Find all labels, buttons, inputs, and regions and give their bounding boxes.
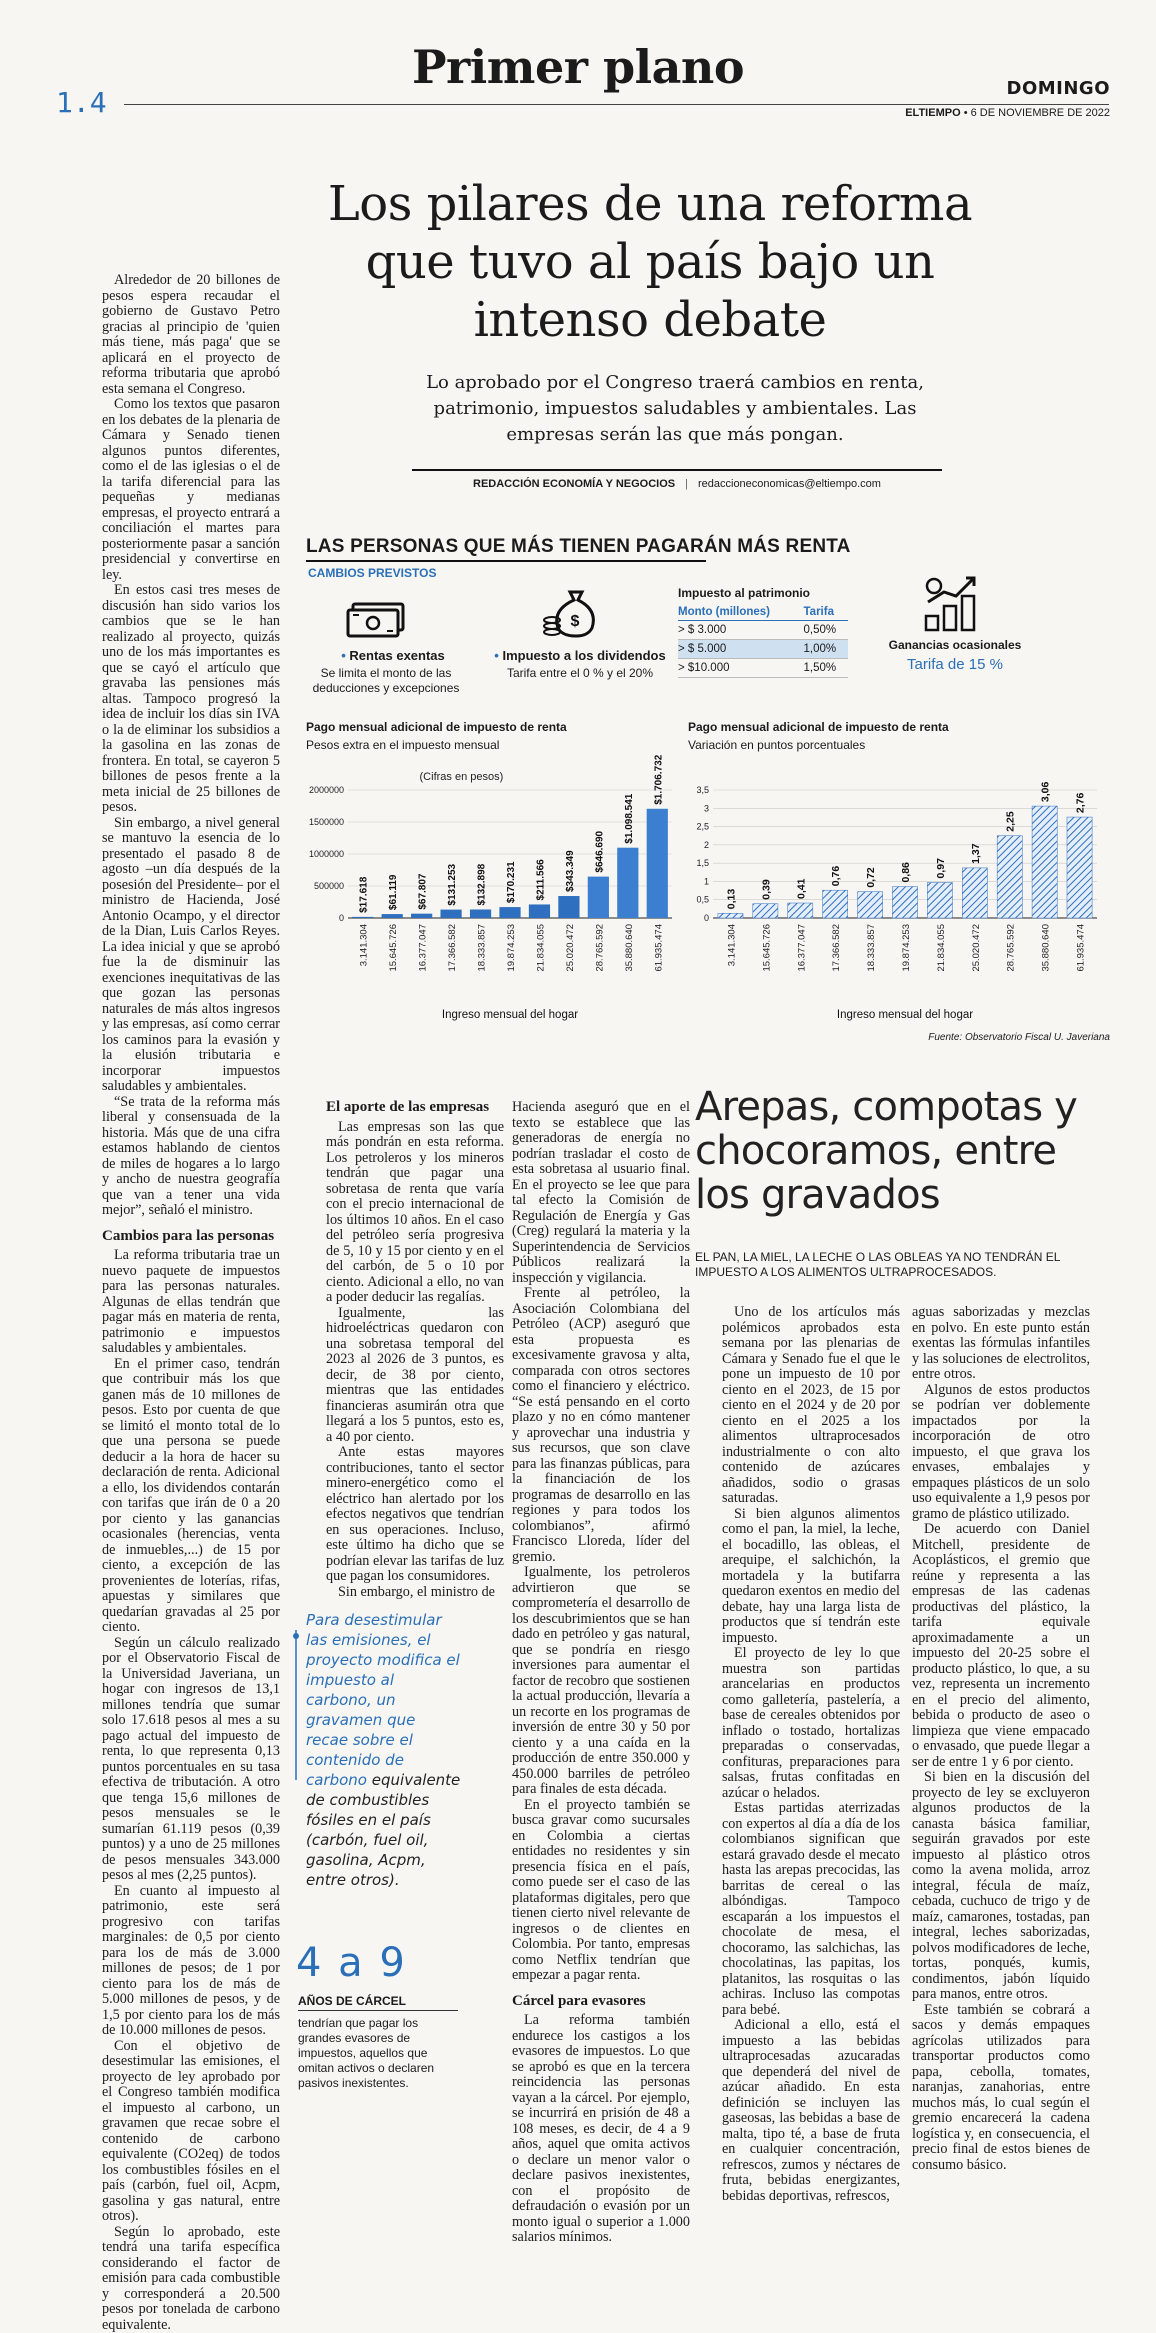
bar <box>382 914 403 918</box>
byline <box>412 478 942 490</box>
table-cell: > $ 5.000 <box>678 640 804 659</box>
data-label: $132.898 <box>477 863 488 905</box>
infographic-title: LAS PERSONAS QUE MÁS TIENEN PAGARÁN MÁS RENTA <box>306 536 851 558</box>
date-text: • 6 DE NOVIEMBRE DE 2022 <box>964 107 1110 119</box>
table-cell: 0,50% <box>804 621 849 640</box>
y-tick-label: 2000000 <box>309 785 344 795</box>
paragraph: Estas partidas aterrizadas con expertos al día a día de los colombianos significan que estará gravado desde el mecato hasta las arepas precocidas, las barritas de cereal o las albóndigas. Tampoco escaparán a los impuestos el chocolate de mesa, el chocoramo, las salchichas, las chocolatinas, las papitas, los platanitos, las rosquitas o las achiras. Incluso las compotas para bebé. <box>722 1801 900 2018</box>
bar <box>788 903 813 918</box>
author: REDACCIÓN ECONOMÍA Y NEGOCIOS <box>473 478 675 490</box>
chart1-title: Pago mensual adicional de impuesto de renta <box>306 720 567 734</box>
byline-rule <box>412 469 942 471</box>
bar <box>927 883 952 918</box>
data-label: $131.253 <box>447 863 458 905</box>
ganancias-rate: Tarifa de 15 % <box>880 656 1030 673</box>
bar <box>997 836 1022 918</box>
bar <box>858 892 883 918</box>
x-tick-label: 15.645.726 <box>388 924 399 972</box>
y-tick-label: 3,5 <box>696 785 709 795</box>
pull-quote-bar <box>293 1630 296 1770</box>
x-tick-label: 21.834.055 <box>535 924 546 972</box>
x-tick-label: 28.765.592 <box>594 924 605 972</box>
x-axis-label: Ingreso mensual del hogar <box>442 1009 578 1021</box>
paragraph: Sin embargo, el ministro de <box>326 1585 504 1601</box>
data-label: 0,76 <box>830 866 842 887</box>
paragraph: En cuanto al impuesto al patrimonio, este será progresivo con tarifas marginales: de 0,5 por ciento para los de más de 3.000 millones de pesos; de 1 por ciento para los de más de 5.000 millones de pesos, y de 1,5 por ciento para los de más de 10.000 millones de pesos. <box>102 1884 280 2039</box>
patrimonio-table <box>678 604 848 678</box>
x-tick-label: 3.141.304 <box>359 924 370 966</box>
x-tick-label: 16.377.047 <box>796 924 807 972</box>
y-tick-label: 1500000 <box>309 817 344 827</box>
paragraph: Si bien en la discusión del proyecto de ley se excluyeron algunos productos de la canasta básica familiar, seguirán gravados por este impuesto al plástico otros como la avena molida, arroz integral, fécula de maíz, cebada, cuchuco de trigo y de maíz, camarones, tostadas, pan integral, leches saborizadas, polvos modificadores de leche, tortas, ponqués, kumis, condimentos, jabón líquido para manos, entre otros. <box>912 1770 1090 2003</box>
table-row <box>678 659 848 678</box>
data-label: 0,39 <box>760 879 772 900</box>
paragraph: Uno de los artículos más polémicos aprobados esta semana por las plenarias de Cámara y Senado fue el que le pone un impuesto de 10 por ciento en el 2023, de 15 por ciento en el 2024 y de 20 por ciento en el 2025 a los alimentos ultraprocesados industrialmente o con alto contenido de azúcares añadidos, sodio o grasas saturadas. <box>722 1305 900 1507</box>
big-number-desc: tendrían que pagar los grandes evasores de impuestos, aquellos que omitan activos o declaren pasivos inexistentes. <box>298 2016 458 2091</box>
y-tick-label: 0,5 <box>696 895 709 905</box>
bar <box>499 907 520 918</box>
big-number-label: AÑOS DE CÁRCEL <box>298 1994 406 2008</box>
paragraph: Igualmente, las hidroeléctricas quedaron con una sobretasa temporal del 2023 al 2026 de 3 puntos, es decir, de 38 por ciento, mientras que las entidades financieras asumirán otra que llegará a los 5 puntos, esto es, a 40 por ciento. <box>326 1306 504 1446</box>
subheading-empresas: El aporte de las empresas <box>326 1100 504 1116</box>
feature-desc: Se limita el monto de las deducciones y excepciones <box>306 666 466 696</box>
x-tick-label: 18.333.857 <box>866 924 877 972</box>
x-tick-label: 17.366.582 <box>831 924 842 972</box>
paragraph: De acuerdo con Daniel Mitchell, presidente de Acoplásticos, el gremio que reúne y representa a las empresas de las cadenas productivas del plástico, la tarifa equivale aproximadamente a un impuesto del 20-25 sobre el producto plástico, lo que, a su vez, representa un incremento en el precio del alimento, bebida o producto de aseo o limpieza que viene empacado o envasado, que puede llegar a ser de entre 1 y 6 por ciento. <box>912 1522 1090 1770</box>
svg-text:$: $ <box>571 613 580 630</box>
data-label: 1,37 <box>970 843 982 864</box>
table-cell: > $10.000 <box>678 659 804 678</box>
y-tick-label: 0 <box>339 913 344 923</box>
pull-quote <box>306 1610 461 1890</box>
data-label: $61.119 <box>388 874 399 910</box>
big-number-rule <box>298 2010 458 2011</box>
bar <box>470 909 491 918</box>
subheading-personas: Cambios para las personas <box>102 1229 280 1245</box>
dateline <box>880 107 1110 119</box>
chart2-subtitle: Variación en puntos porcentuales <box>688 738 865 752</box>
paragraph: Algunos de estos productos se podrían ver doblemente impactados por la incorporación de otro impuesto, el que grava los envases, embalajes y empaques plásticos de un solo uso equivalente a 1,9 pesos por gramo de plástico utilizado. <box>912 1383 1090 1523</box>
table-cell: > $ 3.000 <box>678 621 804 640</box>
x-tick-label: 35.880.640 <box>624 924 635 972</box>
x-tick-label: 16.377.047 <box>418 924 429 972</box>
bar <box>352 917 373 918</box>
x-axis-label: Ingreso mensual del hogar <box>837 1009 973 1021</box>
data-label: 0,13 <box>725 889 737 910</box>
left-column <box>102 273 280 2333</box>
table-header: Monto (millones) <box>678 604 804 621</box>
byline-separator: | <box>685 478 688 490</box>
paragraph: Alrededor de 20 billones de pesos espera recaudar el gobierno de Gustavo Petro gracias al principio de 'quien más tiene, más paga' que se aplicará en el proyecto de reforma tributaria que aprobó esta semana el Congreso. <box>102 273 280 397</box>
bar <box>753 904 778 918</box>
paragraph: En el proyecto también se busca gravar como sucursales en Colombia a ciertas entidades no residentes y sin presencia física en el país, como puede ser el caso de las plataformas digitales, pero que tienen cierto nivel relevante de ingresos o de clientes en Colombia. Por tanto, empresas como Netflix tendrían que empezar a pagar renta. <box>512 1798 690 1984</box>
paragraph: Si bien algunos alimentos como el pan, la miel, la leche, el bocadillo, las obleas, el arequipe, el salchichón, la mortadela y la butifarra quedaron exentos en medio del debate, hay una larga lista de productos que sí tendrán este impuesto. <box>722 1507 900 1647</box>
data-label: 0,86 <box>900 862 912 883</box>
ganancias-label: Ganancias ocasionales <box>880 638 1030 652</box>
pull-quote-highlight: Para desestimular las emisiones, el proyecto modifica el impuesto al carbono, un gravamen que recae sobre el contenido de carbono <box>306 1611 460 1789</box>
page-number: 1.4 <box>56 86 107 119</box>
x-tick-label: 3.141.304 <box>726 924 737 966</box>
y-tick-label: 1000000 <box>309 849 344 859</box>
paragraph: En estos casi tres meses de discusión han sido varios los cambios que se le han realizado al proyecto, quizás uno de los más importantes es que se cayó el artículo que gravaba las pensiones más altas. Tampoco progresó la idea de incluir los días sin IVA o la de eliminar los subsidios a la gasolina en las zonas de frontera. En total, se cayeron 5 billones de pesos frente a la meta inicial de 25 billones de pesos. <box>102 583 280 816</box>
chart-note: (Cifras en pesos) <box>420 771 504 783</box>
paragraph: Frente al petróleo, la Asociación Colombiana del Petróleo (ACP) aseguró que esta propuesta es excesivamente gravosa y alta, comparada con otros sectores como el financiero y eléctrico. “Se está pensando en el corto plazo y no en cómo mantener y aprovechar una industria y sus recursos, que son clave para las finanzas públicas, para la financiación de los programas de desarrollo en las regiones y para todos los colombianos”, afirmó Francisco Lloreda, líder del gremio. <box>512 1286 690 1565</box>
x-tick-label: 35.880.640 <box>1041 924 1052 972</box>
y-tick-label: 1,5 <box>696 858 709 868</box>
bar <box>617 848 638 918</box>
paragraph: La reforma también endurece los castigos a los evasores de impuestos. Lo que se aprobó es que en la tercera reincidencia las personas vayan a la cárcel. Por ejemplo, se incurrirá en prisión de 48 a 108 meses, es decir, de 4 a 9 años, aquel que omita activos o declare un menor valor o declare pasivos inexistentes, con el propósito de defraudación o evasión por un monto igual o superior a 1.000 salarios mínimos. <box>512 2013 690 2246</box>
money-icon <box>345 590 415 640</box>
paragraph: El proyecto de ley lo que muestra son partidas arancelarias en productos como galletería, pastelería, a base de cereales obtenidos por inflado o tostado, hortalizas preparadas o conservadas, confituras, preparaciones para salsas, frutas confitadas en azúcar o helados. <box>722 1646 900 1801</box>
paragraph: Sin embargo, a nivel general se mantuvo la esencia de lo presentado el pasado 8 de agosto –un día después de la posesión del Presidente– por el ministro de Hacienda, José Antonio Ocampo, y el director de la Dian, Luis Carlos Reyes. La idea inicial y que se aprobó fue la de disminuir las exenciones inequitativas de las que gozan las personas naturales de más altos ingresos y las empresas, así como cerrar los caminos para la evasión y la elusión tributaria e incorporar impuestos saludables y ambientales. <box>102 816 280 1095</box>
coins-chart-icon <box>920 570 990 634</box>
y-tick-label: 0 <box>704 913 709 923</box>
paragraph: aguas saborizadas y mezclas en polvo. En este punto están exentas las fórmulas infantiles y las soluciones de electrolitos, entre otros. <box>912 1305 1090 1383</box>
paragraph: Este también se cobrará a sacos y demás empaques agrícolas utilizados para transportar productos como papa, cebolla, tomates, naranjas, zanahorias, entre muchos más, lo cual según el gremio encarecerá la cadena logística y, en consecuencia, el precio final de estos bienes de consumo básico. <box>912 2003 1090 2174</box>
bar <box>558 896 579 918</box>
x-tick-label: 19.874.253 <box>901 924 912 972</box>
day-label: DOMINGO <box>960 78 1110 99</box>
subheading-carcel: Cárcel para evasores <box>512 1994 690 2010</box>
feature-label: • Impuesto a los dividendos <box>490 648 670 663</box>
paragraph: “Se trata de la reforma más liberal y consensuada de la historia. Más que de una cifra estamos hablando de cientos de miles de hogares a lo largo y ancho de nuestra geografía que van a tener una vida mejor”, señaló el ministro. <box>102 1095 280 1219</box>
y-tick-label: 500000 <box>314 881 344 891</box>
data-label: $343.349 <box>565 850 576 892</box>
source-note: Fuente: Observatorio Fiscal U. Javeriana <box>850 1032 1110 1043</box>
table-row <box>678 640 848 659</box>
y-tick-label: 3 <box>704 803 709 813</box>
bar <box>529 904 550 918</box>
bar <box>647 809 668 918</box>
paragraph: Como los textos que pasaron en los debates de la plenaria de Cámara y Senado tienen algunos puntos diferentes, como el de las iglesias o el de la tarifa diferencial para las pequeñas y medianas empresas, el proyecto entrará a conciliación el martes para posteriormente pasar a sanción presidencial y convertirse en ley. <box>102 397 280 583</box>
table-cell: 1,00% <box>804 640 849 659</box>
feature-desc: Tarifa entre el 0 % y el 20% <box>495 666 665 681</box>
data-label: $1.706.732 <box>653 754 664 804</box>
table-header-row <box>678 604 848 621</box>
empresas-column <box>326 1100 504 1600</box>
table-row <box>678 621 848 640</box>
data-label: $646.690 <box>594 830 605 872</box>
y-tick-label: 2,5 <box>696 822 709 832</box>
feature-label: • Rentas exentas <box>308 648 478 663</box>
data-label: 2,76 <box>1075 792 1087 813</box>
bar <box>1067 817 1092 918</box>
data-label: 0,41 <box>795 878 807 899</box>
x-tick-label: 25.020.472 <box>971 924 982 972</box>
bar <box>823 890 848 918</box>
x-tick-label: 61.935.474 <box>1076 924 1087 972</box>
x-tick-label: 17.366.582 <box>447 924 458 972</box>
paragraph: Las empresas son las que más pondrán en esta reforma. Los petroleros y los mineros tendrán que pagar una sobretasa de renta que varía con el precio internacional de los últimos 10 años. En el caso del petróleo sería progresiva de 5, 10 y 15 por ciento y en el del carbón, de 5 o 10 por ciento. Adicional a ello, no van a poder deducir las regalías. <box>326 1120 504 1306</box>
data-label: 0,72 <box>865 867 877 888</box>
data-label: $211.566 <box>535 859 546 901</box>
paragraph: Según un cálculo realizado por el Observatorio Fiscal de la Universidad Javeriana, un hogar con ingresos de 13,1 millones tendría que sumar solo 17.618 pesos al mes a su pago actual del impuesto de renta, lo que representa 0,13 puntos porcentuales en su tasa efectiva de tributación. A otro que tenga 15,6 millones de pesos mensuales se le sumarían 61.119 pesos (0,39 puntos) y a uno de 25 millones de pesos mensuales 343.000 pesos al mes (2,25 puntos). <box>102 1636 280 1884</box>
paragraph: Igualmente, los petroleros advirtieron que se comprometería el desarrollo de los descubrimientos que se han dado en petróleo y gas natural, que se pondría en riesgo inversiones para aumentar el factor de recobro que sostienen la actual producción, llevaría a un recorte en los programas de inversión de entre 30 y 50 por ciento y a una caída en la producción de entre 350.000 y 450.000 barriles de petróleo para finales de esta década. <box>512 1565 690 1798</box>
bar <box>411 914 432 918</box>
chart1-subtitle: Pesos extra en el impuesto mensual <box>306 738 499 752</box>
chart1-pesos <box>300 760 680 1030</box>
paragraph: Adicional a ello, está el impuesto a las bebidas ultraprocesadas azucaradas que dependerá del nivel de azúcar añadido. En esta definición se incluyen las gaseosas, las bebidas a base de malta, tipo té, a base de fruta en cualquier concentración, refrescos, zumos y néctares de fruta, bebidas energizantes, bebidas deportivas, refrescos, <box>722 2018 900 2204</box>
x-tick-label: 21.834.055 <box>936 924 947 972</box>
data-label: $67.807 <box>418 873 429 910</box>
data-label: 3,06 <box>1040 781 1052 802</box>
y-tick-label: 1 <box>704 876 709 886</box>
bar <box>440 910 461 918</box>
paragraph: Según lo aprobado, este tendrá una tarifa específica considerando el factor de emisión para cada combustible y corresponderá a 20.500 pesos por tonelada de carbono equivalente. <box>102 2225 280 2333</box>
x-tick-label: 15.645.726 <box>761 924 772 972</box>
table-cell: 1,50% <box>804 659 849 678</box>
infographic-title-rule <box>306 560 706 562</box>
bar <box>588 877 609 918</box>
headline: Los pilares de una reforma que tuvo al país bajo un intenso debate <box>300 175 1000 349</box>
article2-column-1 <box>722 1305 900 2204</box>
section-title: Primer plano <box>0 40 1156 94</box>
paragraph: Ante estas mayores contribuciones, tanto el sector minero-energético como el eléctrico han alertado por los efectos negativos que tendrían en sus operaciones. Incluso, este último ha dicho que se podrían elevar las tarifas de luz que pagan los consumidores. <box>326 1445 504 1585</box>
bar <box>718 913 743 918</box>
y-tick-label: 2 <box>704 840 709 850</box>
hacienda-column <box>512 1100 690 2246</box>
header-rule <box>124 104 1109 105</box>
x-tick-label: 25.020.472 <box>565 924 576 972</box>
patrimonio-title: Impuesto al patrimonio <box>678 586 810 600</box>
big-number: 4 a 9 <box>296 1940 407 1986</box>
paragraph: En el primer caso, tendrán que contribuir más los que ganen más de 10 millones de pesos. Esto por cuenta de que se limitó el monto total de lo que una persona se puede deducir a la hora de hacer su declaración de renta. Adicional a ello, los dividendos contarán con tarifas que irán de 0 a 20 por ciento y las ganancias ocasionales (herencias, venta de inmuebles,...) de 15 por ciento, a excepción de las provenientes de loterías, rifas, apuestas y similares que quedarían gravadas al 25 por ciento. <box>102 1357 280 1636</box>
bar <box>1032 806 1057 918</box>
x-tick-label: 28.765.592 <box>1006 924 1017 972</box>
pull-quote-rest: equivalente de combustibles fósiles en el país (carbón, fuel oil, gasolina, Acpm, entre otros). <box>306 1771 460 1889</box>
paragraph: La reforma tributaria trae un nuevo paquete de impuestos para las personas naturales. Algunas de ellas tendrán que pagar más en materia de renta, patrimonio e impuestos saludables y ambientales. <box>102 1248 280 1357</box>
paragraph: Con el objetivo de desestimular las emisiones, el proyecto de ley aprobado por el Congreso también modifica el impuesto al carbono, un gravamen que recae sobre el contenido de carbono equivalente (CO2eq) de todos los combustibles fósiles en el país (carbón, fuel oil, Acpm, gasolina y gas natural, entre otros). <box>102 2039 280 2225</box>
paragraph: Hacienda aseguró que en el texto se establece que las generadoras de energía no podrían trasladar el costo de esta sobretasa al usuario final. En el proyecto se lee que para tal efecto la Comisión de Regulación de Energía y Gas (Creg) regulará la materia y la Superintendencia de Servicios Públicos realizará la inspección y vigilancia. <box>512 1100 690 1286</box>
paper-name: ELTIEMPO <box>905 107 960 119</box>
chart2-puntos <box>685 760 1105 1030</box>
chart2-title: Pago mensual adicional de impuesto de renta <box>688 720 949 734</box>
data-label: 0,97 <box>935 858 947 879</box>
x-tick-label: 19.874.253 <box>506 924 517 972</box>
data-label: $1.098.541 <box>624 793 635 843</box>
article2-headline: Arepas, compotas y chocoramos, entre los gravados <box>695 1085 1107 1217</box>
table-header: Tarifa <box>804 604 849 621</box>
data-label: $170.231 <box>506 861 517 903</box>
deck: Lo aprobado por el Congreso traerá cambios en renta, patrimonio, impuestos saludables y ambientales. Las empresas serán las que más pongan. <box>405 370 945 448</box>
bar <box>962 868 987 918</box>
bar <box>892 887 917 918</box>
article2-deck: EL PAN, LA MIEL, LA LECHE O LAS OBLEAS YA NO TENDRÁN EL IMPUESTO A LOS ALIMENTOS ULTRAPROCESADOS. <box>695 1250 1095 1280</box>
article2-column-2 <box>912 1305 1090 2173</box>
money-bag-icon <box>540 580 610 640</box>
x-tick-label: 18.333.857 <box>477 924 488 972</box>
infographic-subtitle: CAMBIOS PREVISTOS <box>308 566 436 580</box>
author-email[interactable]: redaccioneconomicas@eltiempo.com <box>698 478 881 490</box>
data-label: 2,25 <box>1005 811 1017 832</box>
x-tick-label: 61.935.474 <box>653 924 664 972</box>
data-label: $17.618 <box>359 876 370 913</box>
